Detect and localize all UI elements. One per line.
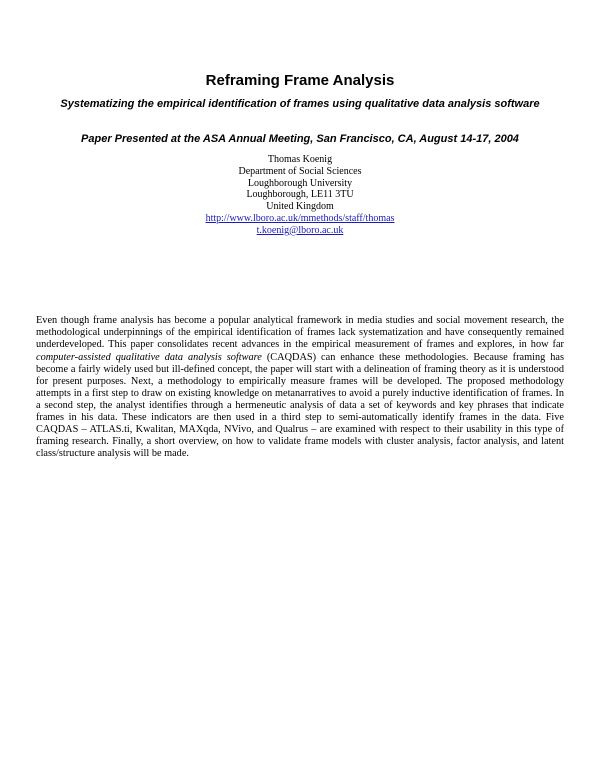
abstract-emphasis: computer-assisted qualitative data analysis software [36, 351, 262, 363]
author-country: United Kingdom [266, 201, 334, 213]
abstract-text-part2: (CAQDAS) can enhance these methodologies. Because framing has become a fairly widely used but ill-defined concept, the paper will start with a delineation of framing theory as it is understood for present purposes. Next, a methodology to empirically measure frames will be developed. The proposed methodology attempts in a first step to draw on existing knowledge on metanarratives to avoid a purely inductive identification of frames. In a second step, the analyst identifies through a hermeneutic analysis of data a set of keywords and key phrases that indicate frames in his data. These indicators are then used in a third step to semi-automatically identify frames in the data. Five CAQDAS – ATLAS.ti, Kwalitan, MAXqda, NVivo, and Qualrus – are examined with respect to their usability in this type of framing research. Finally, a short overview, on how to validate frame models with cluster analysis, factor analysis, and latent class/structure analysis will be made. [36, 351, 564, 460]
paper-title: Reframing Frame Analysis [205, 72, 395, 89]
author-email-link[interactable]: t.koenig@lboro.ac.uk [256, 224, 344, 236]
abstract-text-part1: Even though frame analysis has become a popular analytical framework in media studies and social movement research, the methodological underpinnings of the empirical identification of frames lack systematization and have consequently remained underdeveloped. This paper consolidates recent advances in the empirical measurement of frames and explores, in how far [36, 315, 564, 351]
author-university: Loughborough University [247, 177, 353, 189]
author-city: Loughborough, LE11 3TU [246, 189, 354, 201]
conference-line: Paper Presented at the ASA Annual Meeting, San Francisco, CA, August 14-17, 2004 [81, 133, 519, 145]
author-block [0, 154, 600, 237]
author-url-link[interactable]: http://www.lboro.ac.uk/mmethods/staff/thomas [205, 212, 395, 224]
author-name: Thomas Koenig [267, 154, 333, 165]
abstract-paragraph [36, 315, 564, 460]
paper-subtitle: Systematizing the empirical identification of frames using qualitative data analysis software [60, 98, 540, 110]
author-department: Department of Social Sciences [238, 165, 362, 177]
